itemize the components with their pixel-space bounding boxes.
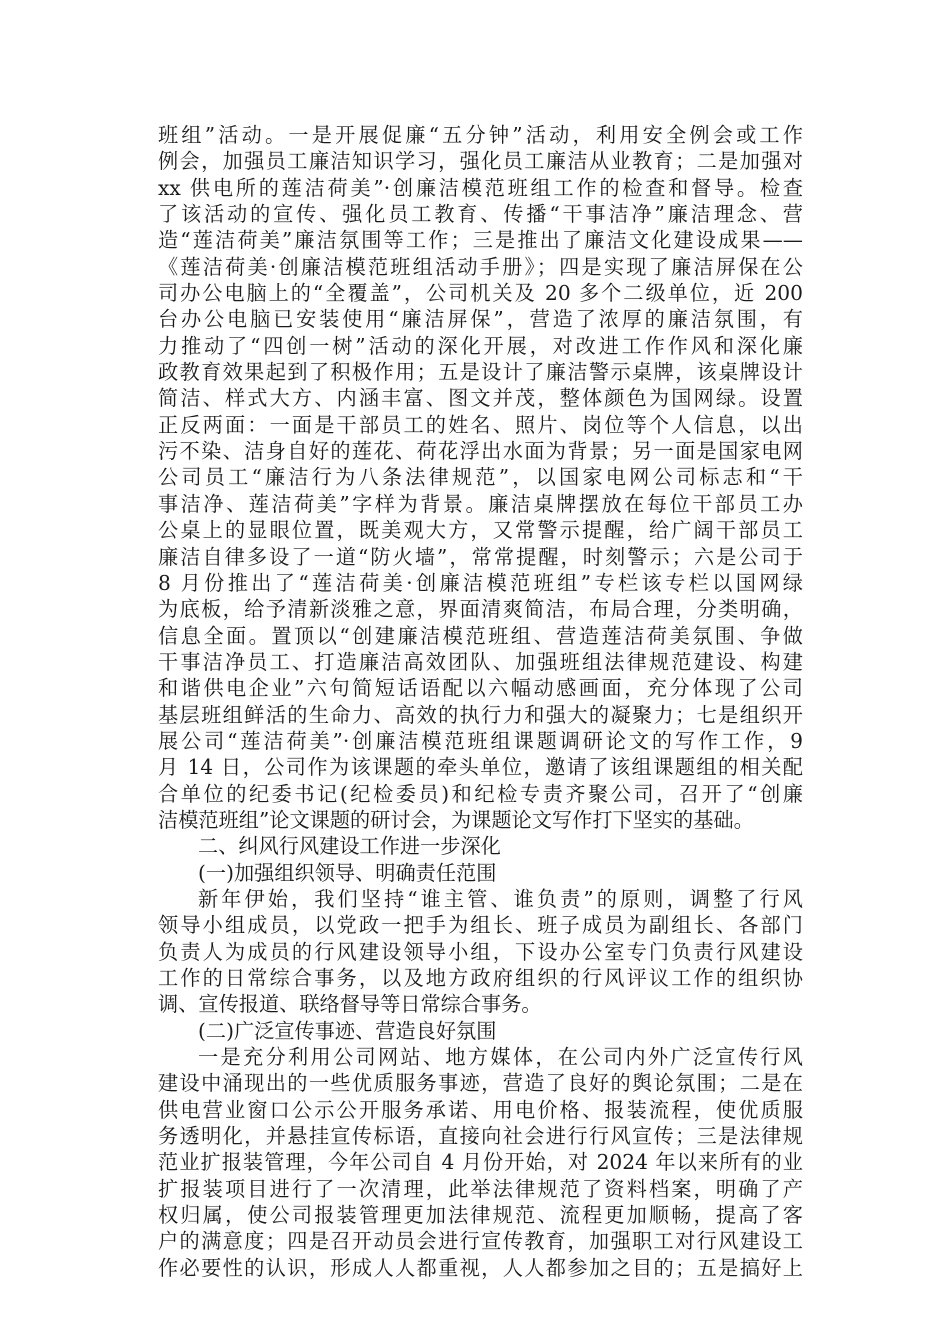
text-line: 公桌上的显眼位置，既美观大方，又常警示提醒，给广阔干部员工 bbox=[158, 518, 803, 543]
text-line: 一是充分利用公司网站、地方媒体，在公司内外广泛宣传行风 bbox=[198, 1045, 803, 1070]
text-line: 作必要性的认识，形成人人都重视，人人都参加之目的；五是搞好上 bbox=[158, 1255, 803, 1280]
text-line: 政教育效果起到了积极作用；五是设计了廉洁警示桌牌，该桌牌设计 bbox=[158, 360, 803, 385]
text-line: (一)加强组织领导、明确责任范围 bbox=[198, 860, 497, 885]
text-line: 公司员工“廉洁行为八条法律规范”，以国家电网公司标志和“干 bbox=[158, 465, 803, 490]
text-line: 简洁、样式大方、内涵丰富、图文并茂，整体颜色为国网绿。设置 bbox=[158, 386, 803, 411]
text-line: 廉洁自律多设了一道“防火墙”，常常提醒，时刻警示；六是公司于 bbox=[158, 544, 803, 569]
text-line: 8 月份推出了“莲洁荷美·创廉洁模范班组”专栏该专栏以国网绿 bbox=[158, 570, 803, 595]
text-line: 调、宣传报道、联络督导等日常综合事务。 bbox=[158, 992, 542, 1017]
text-line: 月 14 日，公司作为该课题的牵头单位，邀请了该组课题组的相关配 bbox=[158, 755, 803, 780]
text-line: 展公司“莲洁荷美”·创廉洁模范班组课题调研论文的写作工作，9 bbox=[158, 728, 803, 753]
text-line: 领导小组成员，以党政一把手为组长、班子成员为副组长、各部门 bbox=[158, 913, 803, 938]
text-line: 干事洁净员工、打造廉洁高效团队、加强班组法律规范建设、构建 bbox=[158, 649, 803, 674]
text-line: 扩报装项目进行了一次清理，此举法律规范了资料档案，明确了产 bbox=[158, 1176, 803, 1201]
text-line: 《莲洁荷美·创廉洁模范班组活动手册》；四是实现了廉洁屏保在公 bbox=[158, 254, 803, 279]
text-line: 污不染、洁身自好的莲花、荷花浮出水面为背景；另一面是国家电网 bbox=[158, 439, 803, 464]
text-line: 供电营业窗口公示公开服务承诺、用电价格、报装流程，使优质服 bbox=[158, 1097, 803, 1122]
text-line: 造“莲洁荷美”廉洁氛围等工作；三是推出了廉洁文化建设成果—— bbox=[158, 228, 803, 253]
text-line: 合单位的纪委书记(纪检委员)和纪检专责齐聚公司，召开了“创廉 bbox=[158, 781, 803, 806]
text-line: 正反两面：一面是干部员工的姓名、照片、岗位等个人信息，以出 bbox=[158, 412, 803, 437]
text-line: 建设中涌现出的一些优质服务事迹，营造了良好的舆论氛围；二是在 bbox=[158, 1071, 803, 1096]
text-line: 范业扩报装管理，今年公司自 4 月份开始，对 2024 年以来所有的业 bbox=[158, 1150, 803, 1175]
text-line: 力推动了“四创一树”活动的深化开展，对改进工作作风和深化廉 bbox=[158, 333, 803, 358]
text-line: 台办公电脑已安装使用“廉洁屏保”，营造了浓厚的廉洁氛围，有 bbox=[158, 307, 803, 332]
text-line: 户的满意度；四是召开动员会进行宣传教育，加强职工对行风建设工 bbox=[158, 1229, 803, 1254]
text-line: 新年伊始，我们坚持“谁主管、谁负责”的原则，调整了行风 bbox=[198, 886, 803, 911]
text-line: 和谐供电企业”六句简短话语配以六幅动感画面，充分体现了公司 bbox=[158, 676, 803, 701]
text-line: 司办公电脑上的“全覆盖”，公司机关及 20 多个二级单位，近 200 bbox=[158, 281, 803, 306]
text-line: 信息全面。置顶以“创建廉洁模范班组、营造莲洁荷美氛围、争做 bbox=[158, 623, 803, 648]
document-page bbox=[158, 122, 803, 1281]
text-line: 班组”活动。一是开展促廉“五分钟”活动，利用安全例会或工作 bbox=[158, 123, 803, 147]
text-line: 基层班组鲜活的生命力、高效的执行力和强大的凝聚力；七是组织开 bbox=[158, 702, 803, 727]
text-line: xx 供电所的莲洁荷美”·创廉洁模范班组工作的检查和督导。检查 bbox=[158, 175, 803, 200]
text-line: 负责人为成员的行风建设领导小组，下设办公室专门负责行风建设 bbox=[158, 939, 803, 964]
text-line: 为底板，给予清新淡雅之意，界面清爽简洁，布局合理，分类明确， bbox=[158, 597, 803, 622]
text-line: 例会，加强员工廉洁知识学习，强化员工廉洁从业教育；二是加强对 bbox=[158, 149, 803, 174]
text-line: 二、纠风行风建设工作进一步深化 bbox=[198, 834, 501, 859]
text-line: 洁模范班组”论文课题的研讨会，为课题论文写作打下坚实的基础。 bbox=[158, 807, 754, 832]
text-line: 务透明化，并悬挂宣传标语，直接向社会进行行风宣传；三是法律规 bbox=[158, 1124, 803, 1149]
text-line: 事洁净、莲洁荷美”字样为背景。廉洁桌牌摆放在每位干部员工办 bbox=[158, 491, 803, 516]
text-line: 了该活动的宣传、强化员工教育、传播“干事洁净”廉洁理念、营 bbox=[158, 202, 803, 227]
text-line: (二)广泛宣传事迹、营造良好氛围 bbox=[198, 1018, 497, 1043]
text-line: 权归属，使公司报装管理更加法律规范、流程更加顺畅，提高了客 bbox=[158, 1203, 803, 1228]
text-line: 工作的日常综合事务，以及地方政府组织的行风评议工作的组织协 bbox=[158, 966, 803, 990]
